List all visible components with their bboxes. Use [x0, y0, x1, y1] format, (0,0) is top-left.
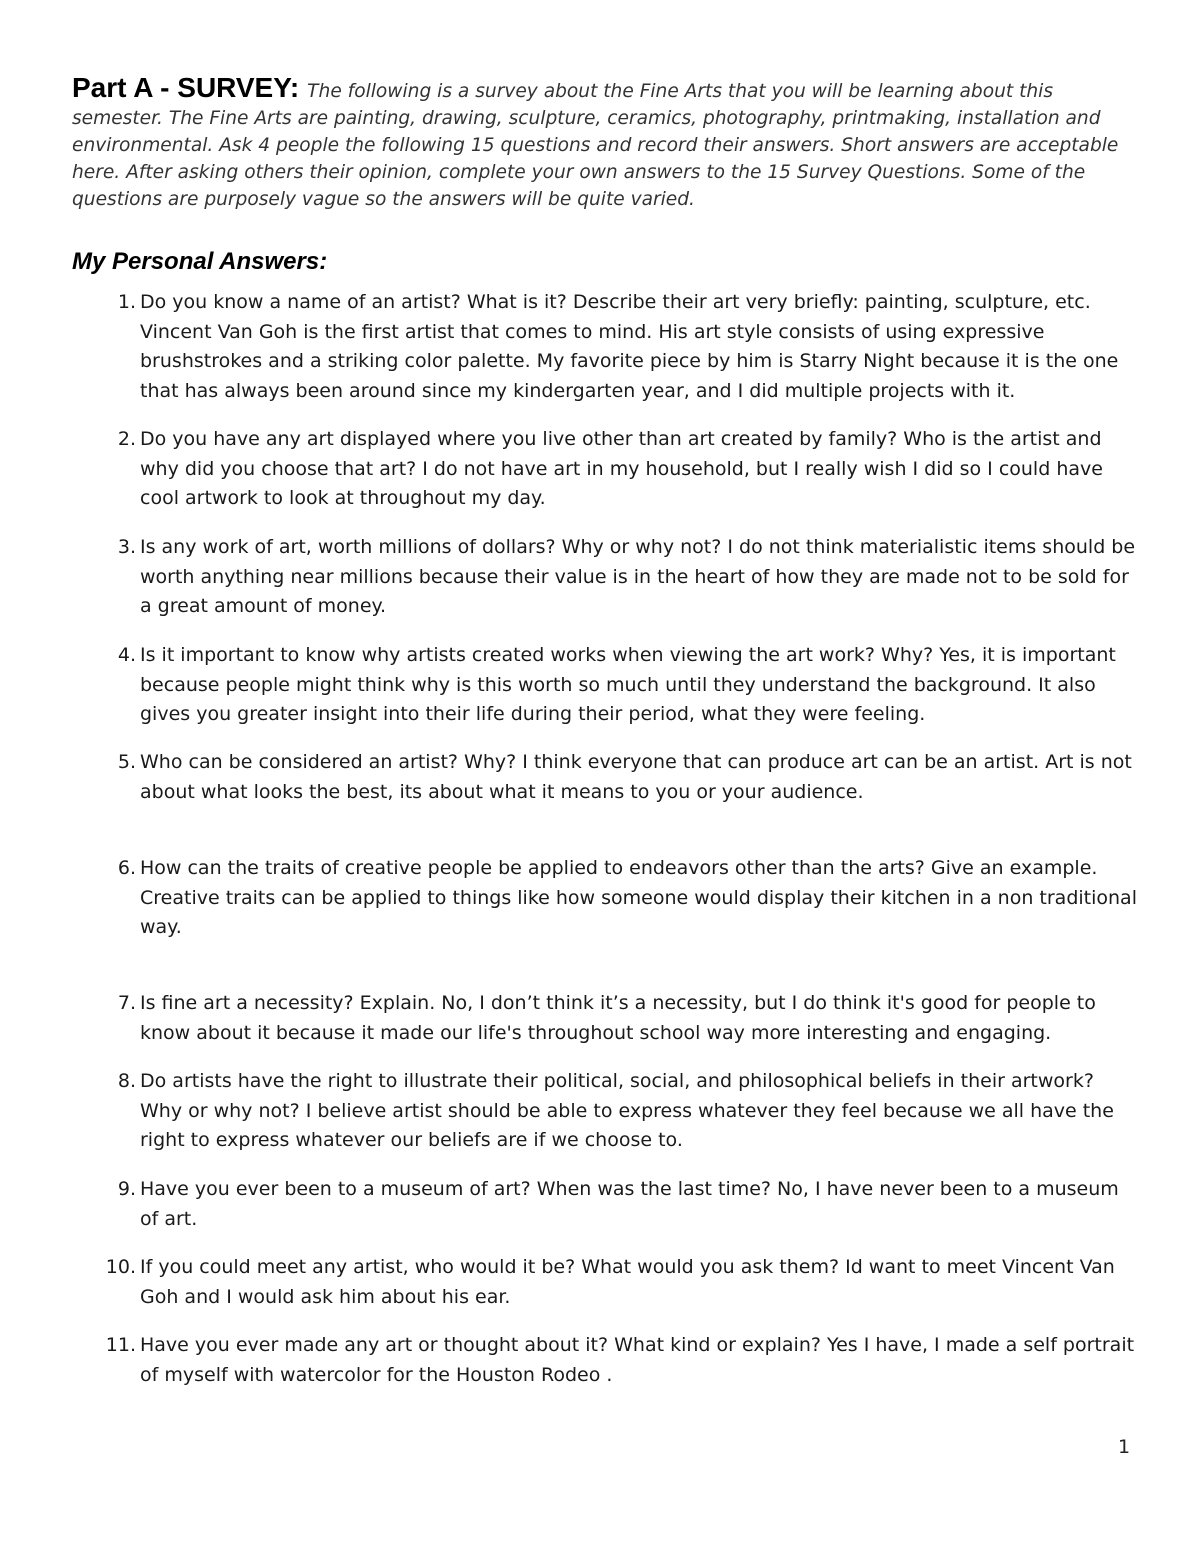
question-text: Who can be considered an artist? Why? I think everyone that can produce art can be an artist. Art is not about what looks the best, its about what it means to you or your audience. [140, 751, 1132, 803]
question-item [100, 425, 1140, 514]
question-number: 6. [117, 857, 136, 879]
part-title: Part A - SURVEY: [72, 72, 300, 103]
section-heading: My Personal Answers: [72, 248, 328, 275]
question-text: How can the traits of creative people be applied to endeavors other than the arts? Give an example. Creative traits can be applied to things like how someone would display their kitchen in a non traditional way. [140, 857, 1137, 939]
survey-intro-paragraph [72, 74, 1132, 213]
question-text: Do you have any art displayed where you live other than art created by family? Who is the artist and why did you choose that art? I do not have art in my household, but I really wish I did so I could have cool artwork to look at throughout my day. [140, 428, 1103, 510]
question-item [100, 1253, 1140, 1312]
survey-header [72, 74, 1132, 213]
question-number: 5. [117, 751, 136, 773]
question-number: 10. [105, 1256, 136, 1278]
question-item [100, 1331, 1140, 1390]
question-item [100, 854, 1140, 943]
question-item [100, 748, 1140, 807]
question-number: 4. [117, 644, 136, 666]
question-item [100, 1175, 1140, 1234]
question-number: 1. [117, 291, 136, 313]
question-text: If you could meet any artist, who would it be? What would you ask them? Id want to meet Vincent Van Goh and I would ask him about his ear. [140, 1256, 1115, 1308]
question-item [100, 989, 1140, 1048]
question-text: Have you ever been to a museum of art? When was the last time? No, I have never been to a museum of art. [140, 1178, 1119, 1230]
question-item [100, 1067, 1140, 1156]
question-text: Do artists have the right to illustrate their political, social, and philosophical beliefs in their artwork? Why or why not? I believe artist should be able to express whatever they feel because we all have the right to express whatever our beliefs are if we choose to. [140, 1070, 1114, 1152]
question-text: Is it important to know why artists created works when viewing the art work? Why? Yes, it is important because people might think why is this worth so much until they understand the background. It also gives you greater insight into their life during their period, what they were feeling. [140, 644, 1116, 726]
question-number: 3. [117, 536, 136, 558]
question-text: Is fine art a necessity? Explain. No, I don’t think it’s a necessity, but I do think it's good for people to know about it because it made our life's throughout school way more interesting and engaging. [140, 992, 1096, 1044]
question-text: Have you ever made any art or thought about it? What kind or explain? Yes I have, I made a self portrait of myself with watercolor for the Houston Rodeo . [140, 1334, 1135, 1386]
question-item [100, 288, 1140, 407]
question-item [100, 641, 1140, 730]
question-text: Do you know a name of an artist? What is it? Describe their art very briefly: painting, sculpture, etc. Vincent Van Goh is the first artist that comes to mind. His art style consists of using expressive brushstrokes and a striking color palette. My favorite piece by him is Starry Night because it is the one that has always been around since my kindergarten year, and I did multiple projects with it. [140, 291, 1119, 403]
question-number: 2. [117, 428, 136, 450]
question-text: Is any work of art, worth millions of dollars? Why or why not? I do not think materialistic items should be worth anything near millions because their value is in the heart of how they are made not to be sold for a great amount of money. [140, 536, 1136, 618]
question-number: 7. [117, 992, 136, 1014]
survey-intro-text: The following is a survey about the Fine Arts that you will be learning about this semester. The Fine Arts are painting, drawing, sculpture, ceramics, photography, printmaking, installation and environmental. Ask 4 people the following 15 questions and record their answers. Short answers are acceptable here. After asking others their opinion, complete your own answers to the 15 Survey Questions. Some of the questions are purposely vague so the answers will be quite varied. [72, 81, 1119, 210]
question-number: 9. [117, 1178, 136, 1200]
page-number: 1 [1118, 1436, 1131, 1458]
question-item [100, 533, 1140, 622]
question-number: 8. [117, 1070, 136, 1092]
question-number: 11. [105, 1334, 136, 1356]
